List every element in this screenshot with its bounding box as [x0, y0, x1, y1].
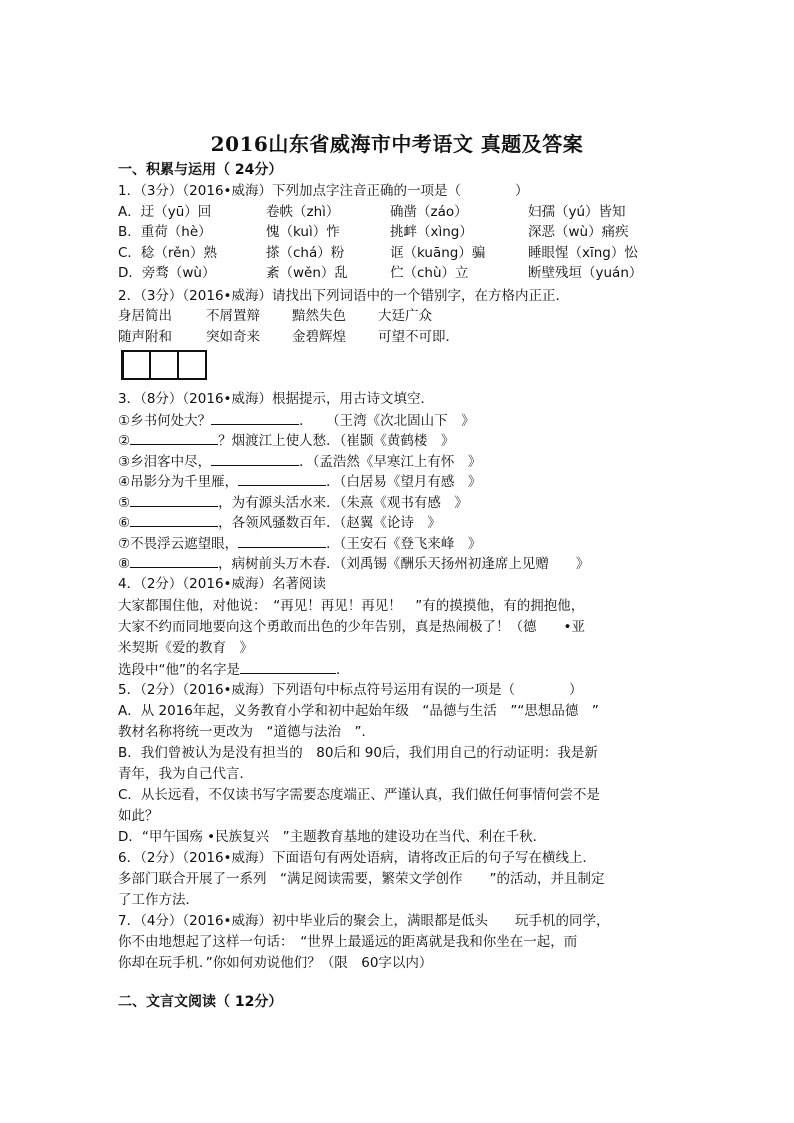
q3-item-1: ①乡书何处大？ ． （王湾《次北固山下 》 [118, 410, 475, 431]
q1-option-c: C．稔（rěn）熟 搽（chá）粉 诓（kuāng）骗 睡眼惺（xīng）忪 [118, 245, 638, 261]
fill-blank[interactable] [130, 553, 218, 568]
fill-blank[interactable] [240, 659, 336, 674]
q5-option-c: C．从长远看，不仅读书写字需要态度端正、严谨认真，我们做任何事情何尝不是 [118, 787, 600, 803]
q6-sentence-line: 了工作方法． [118, 892, 199, 908]
q3-item-2: ② ？烟渡江上使人愁．（崔颢《黄鹤楼 》 [118, 430, 454, 451]
q5-option-d: D．“甲午国殇 •民族复兴 ”主题教育基地的建设功在当代、利在千秋． [118, 829, 547, 845]
q5-option-b: B．我们曾被认为是没有担当的 80后和 90后，我们用自己的行动证明：我是新 [118, 745, 598, 761]
fill-blank[interactable] [130, 492, 218, 507]
q4-passage-line: 大家不约而同地要向这个勇敢而出色的少年告别，真是热闹极了！（德 •亚 [118, 619, 585, 635]
q3-item-4: ④吊影分为千里雁， ．（白居易《望月有感 》 [118, 471, 481, 492]
q5-option-a: A．从 2016年起，义务教育小学和初中起始年级 “品德与生活 ”“思想品德 ” [118, 703, 599, 719]
q7-text-line: 你却在玩手机．”你如何劝说他们？（限 60字以内） [118, 955, 433, 971]
fill-blank[interactable] [130, 512, 218, 527]
question-1-stem: 1．（3分）（2016•威海）下列加点字注音正确的一项是（ ） [118, 183, 529, 199]
question-7-stem: 7．（4分）（2016•威海）初中毕业后的聚会上，满眼都是低头 玩手机的同学， [118, 913, 610, 929]
q3-item-5: ⑤ ，为有源头活水来．（朱熹《观书有感 》 [118, 492, 468, 513]
fill-blank[interactable] [238, 533, 326, 548]
question-2-stem: 2．（3分）（2016•威海）请找出下列词语中的一个错别字，在方格内正正． [118, 288, 569, 304]
fill-blank[interactable] [211, 410, 299, 425]
q4-passage-line: 大家都围住他，对他说： “再见！再见！再见！ ”有的摸摸他，有的拥抱他， [118, 598, 585, 614]
q3-item-7: ⑦不畏浮云遮望眼， ．（王安石《登飞来峰 》 [118, 533, 481, 554]
section-heading: 二、文言文阅读（ 12分） [118, 994, 283, 1010]
answer-box[interactable] [121, 350, 151, 380]
q3-item-3: ③乡泪客中尽， ．（孟浩然《早寒江上有怀 》 [118, 451, 481, 472]
q2-word-row-1: 身居简出 不屑置辩 黯然失色 大廷广众 [118, 308, 432, 324]
q6-sentence-line: 多部门联合开展了一系列 “满足阅读需要，繁荣文学创作 ”的活动，并且制定 [118, 871, 605, 887]
question-6-stem: 6．（2分）（2016•威海）下面语句有两处语病，请将改正后的句子写在横线上． [118, 850, 596, 866]
question-4-stem: 4．（2分）（2016•威海）名著阅读 [118, 576, 326, 592]
q3-item-6: ⑥ ，各领风骚数百年．（赵翼《论诗 》 [118, 512, 441, 533]
q2-word-row-2: 随声附和 突如奇来 金碧辉煌 可望不可即． [118, 329, 459, 345]
q4-passage-line: 米契斯《爱的教育 》 [118, 640, 253, 656]
q5-option-c-cont: 如此？ [118, 808, 159, 824]
fill-blank[interactable] [238, 471, 326, 486]
page-title: 2016山东省威海市中考语文 真题及答案 [210, 132, 584, 156]
answer-box[interactable] [149, 350, 179, 380]
q3-item-8: ⑧ ，病树前头万木春．（刘禹锡《酬乐天扬州初逢席上见赠 》 [118, 553, 589, 574]
q4-ask: 选段中“他”的名字是 ． [118, 659, 350, 680]
q1-option-a: A．迂（yū）回 卷帙（zhì） 确凿（záo） 妇孺（yú）皆知 [118, 204, 626, 220]
question-3-stem: 3．（8分）（2016•威海）根据提示，用古诗文填空． [118, 391, 434, 407]
fill-blank[interactable] [211, 451, 299, 466]
fill-blank[interactable] [130, 430, 218, 445]
question-5-stem: 5．（2分）（2016•威海）下列语句中标点符号运用有误的一项是（ ） [118, 682, 583, 698]
q1-option-d: D．旁骛（wù） 紊（wěn）乱 伫（chù）立 断壁残垣（yuán） [118, 265, 643, 281]
q5-option-a-cont: 教材名称将统一更改为 “道德与法治 ”． [118, 724, 375, 740]
answer-box[interactable] [177, 350, 207, 380]
q1-option-b: B．重荷（hè） 愧（kuì）怍 挑衅（xìng） 深恶（wù）痛疾 [118, 224, 629, 240]
q7-text-line: 你不由地想起了这样一句话： “世界上最遥远的距离就是我和你坐在一起，而 [118, 934, 578, 950]
answer-grid [121, 350, 205, 380]
section-heading: 一、积累与运用（ 24分） [118, 162, 283, 178]
q5-option-b-cont: 青年，我为自己代言． [118, 766, 253, 782]
